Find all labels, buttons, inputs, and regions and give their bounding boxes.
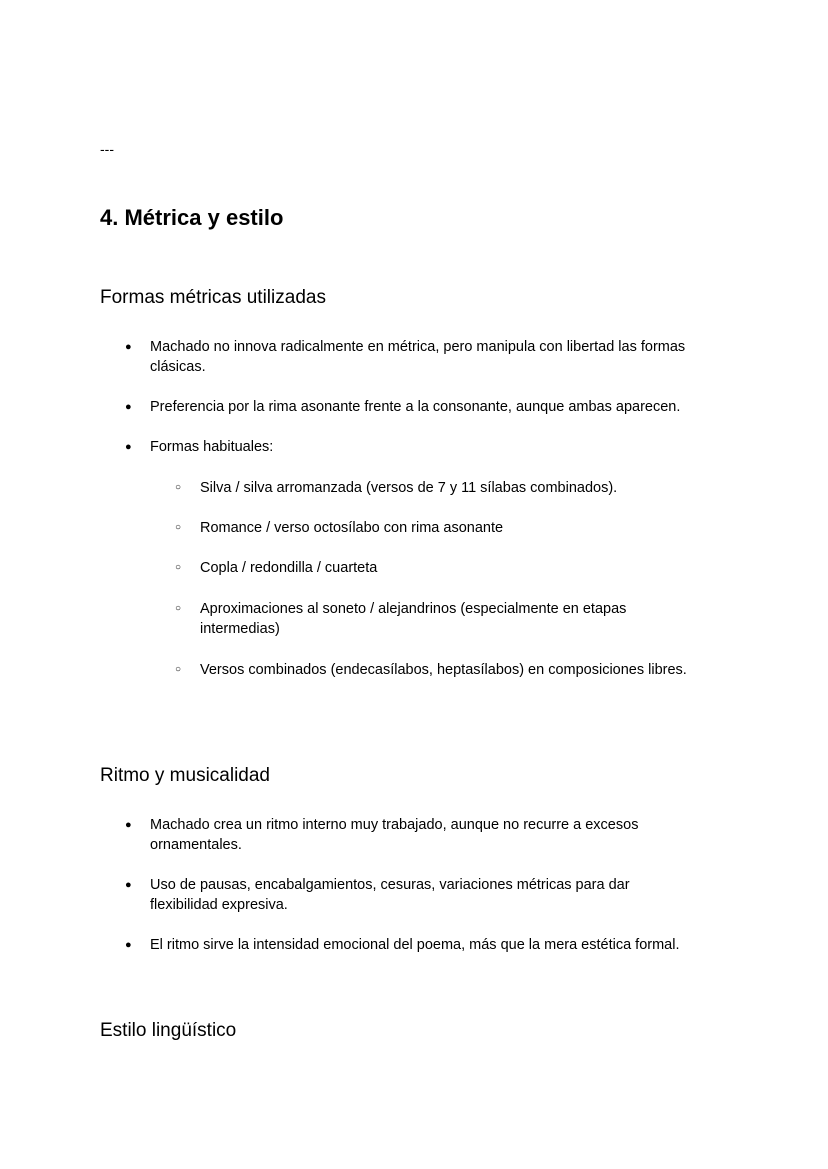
sub-list-item-text: Silva / silva arromanzada (versos de 7 y 11 sílabas combinados). — [200, 480, 618, 496]
list-item-text: Preferencia por la rima asonante frente a la consonante, aunque ambas aparecen. — [150, 399, 681, 415]
list-item — [150, 935, 750, 955]
sub-list-item — [200, 599, 670, 639]
list-item — [150, 875, 690, 915]
sub-list-item-text: Aproximaciones al soneto / alejandrinos (especialmente en etapas intermedias) — [200, 601, 627, 637]
sub-list-item — [200, 518, 760, 538]
heading-ritmo-musicalidad: Ritmo y musicalidad — [100, 765, 270, 786]
sub-list-item — [200, 478, 760, 498]
bullet-icon: ● — [125, 441, 132, 453]
sub-bullet-icon: ○ — [175, 603, 182, 614]
sub-bullet-icon: ○ — [175, 482, 182, 493]
list-item-text: Machado crea un ritmo interno muy trabajado, aunque no recurre a excesos ornamentales. — [150, 817, 639, 853]
sub-bullet-icon: ○ — [175, 562, 182, 573]
bullet-icon: ● — [125, 401, 132, 413]
list-item-text: Formas habituales: — [150, 439, 274, 455]
sub-list-item — [200, 660, 760, 680]
heading-formas-metricas: Formas métricas utilizadas — [100, 287, 326, 308]
heading-estilo-linguistico: Estilo lingüístico — [100, 1020, 237, 1041]
section-title: 4. Métrica y estilo — [100, 205, 284, 230]
list-item-text: Machado no innova radicalmente en métrica, pero manipula con libertad las formas clásicas. — [150, 339, 686, 375]
sub-bullet-icon: ○ — [175, 522, 182, 533]
bullet-icon: ● — [125, 879, 132, 891]
list-item — [150, 437, 730, 457]
list-item-text: El ritmo sirve la intensidad emocional del poema, más que la mera estética formal. — [150, 937, 680, 953]
bullet-icon: ● — [125, 939, 132, 951]
sub-list-item — [200, 558, 760, 578]
sub-list-item-text: Copla / redondilla / cuarteta — [200, 560, 378, 576]
separator-line: --- — [100, 141, 114, 157]
bullet-icon: ● — [125, 819, 132, 831]
list-item-text: Uso de pausas, encabalgamientos, cesuras, variaciones métricas para dar flexibilidad expresiva. — [150, 877, 630, 913]
list-item — [150, 337, 730, 377]
bullet-icon: ● — [125, 341, 132, 353]
sub-list-item-text: Versos combinados (endecasílabos, heptasílabos) en composiciones libres. — [200, 662, 687, 678]
sub-list-item-text: Romance / verso octosílabo con rima asonante — [200, 520, 504, 536]
sub-bullet-icon: ○ — [175, 664, 182, 675]
list-item — [150, 397, 750, 417]
list-item — [150, 815, 690, 855]
